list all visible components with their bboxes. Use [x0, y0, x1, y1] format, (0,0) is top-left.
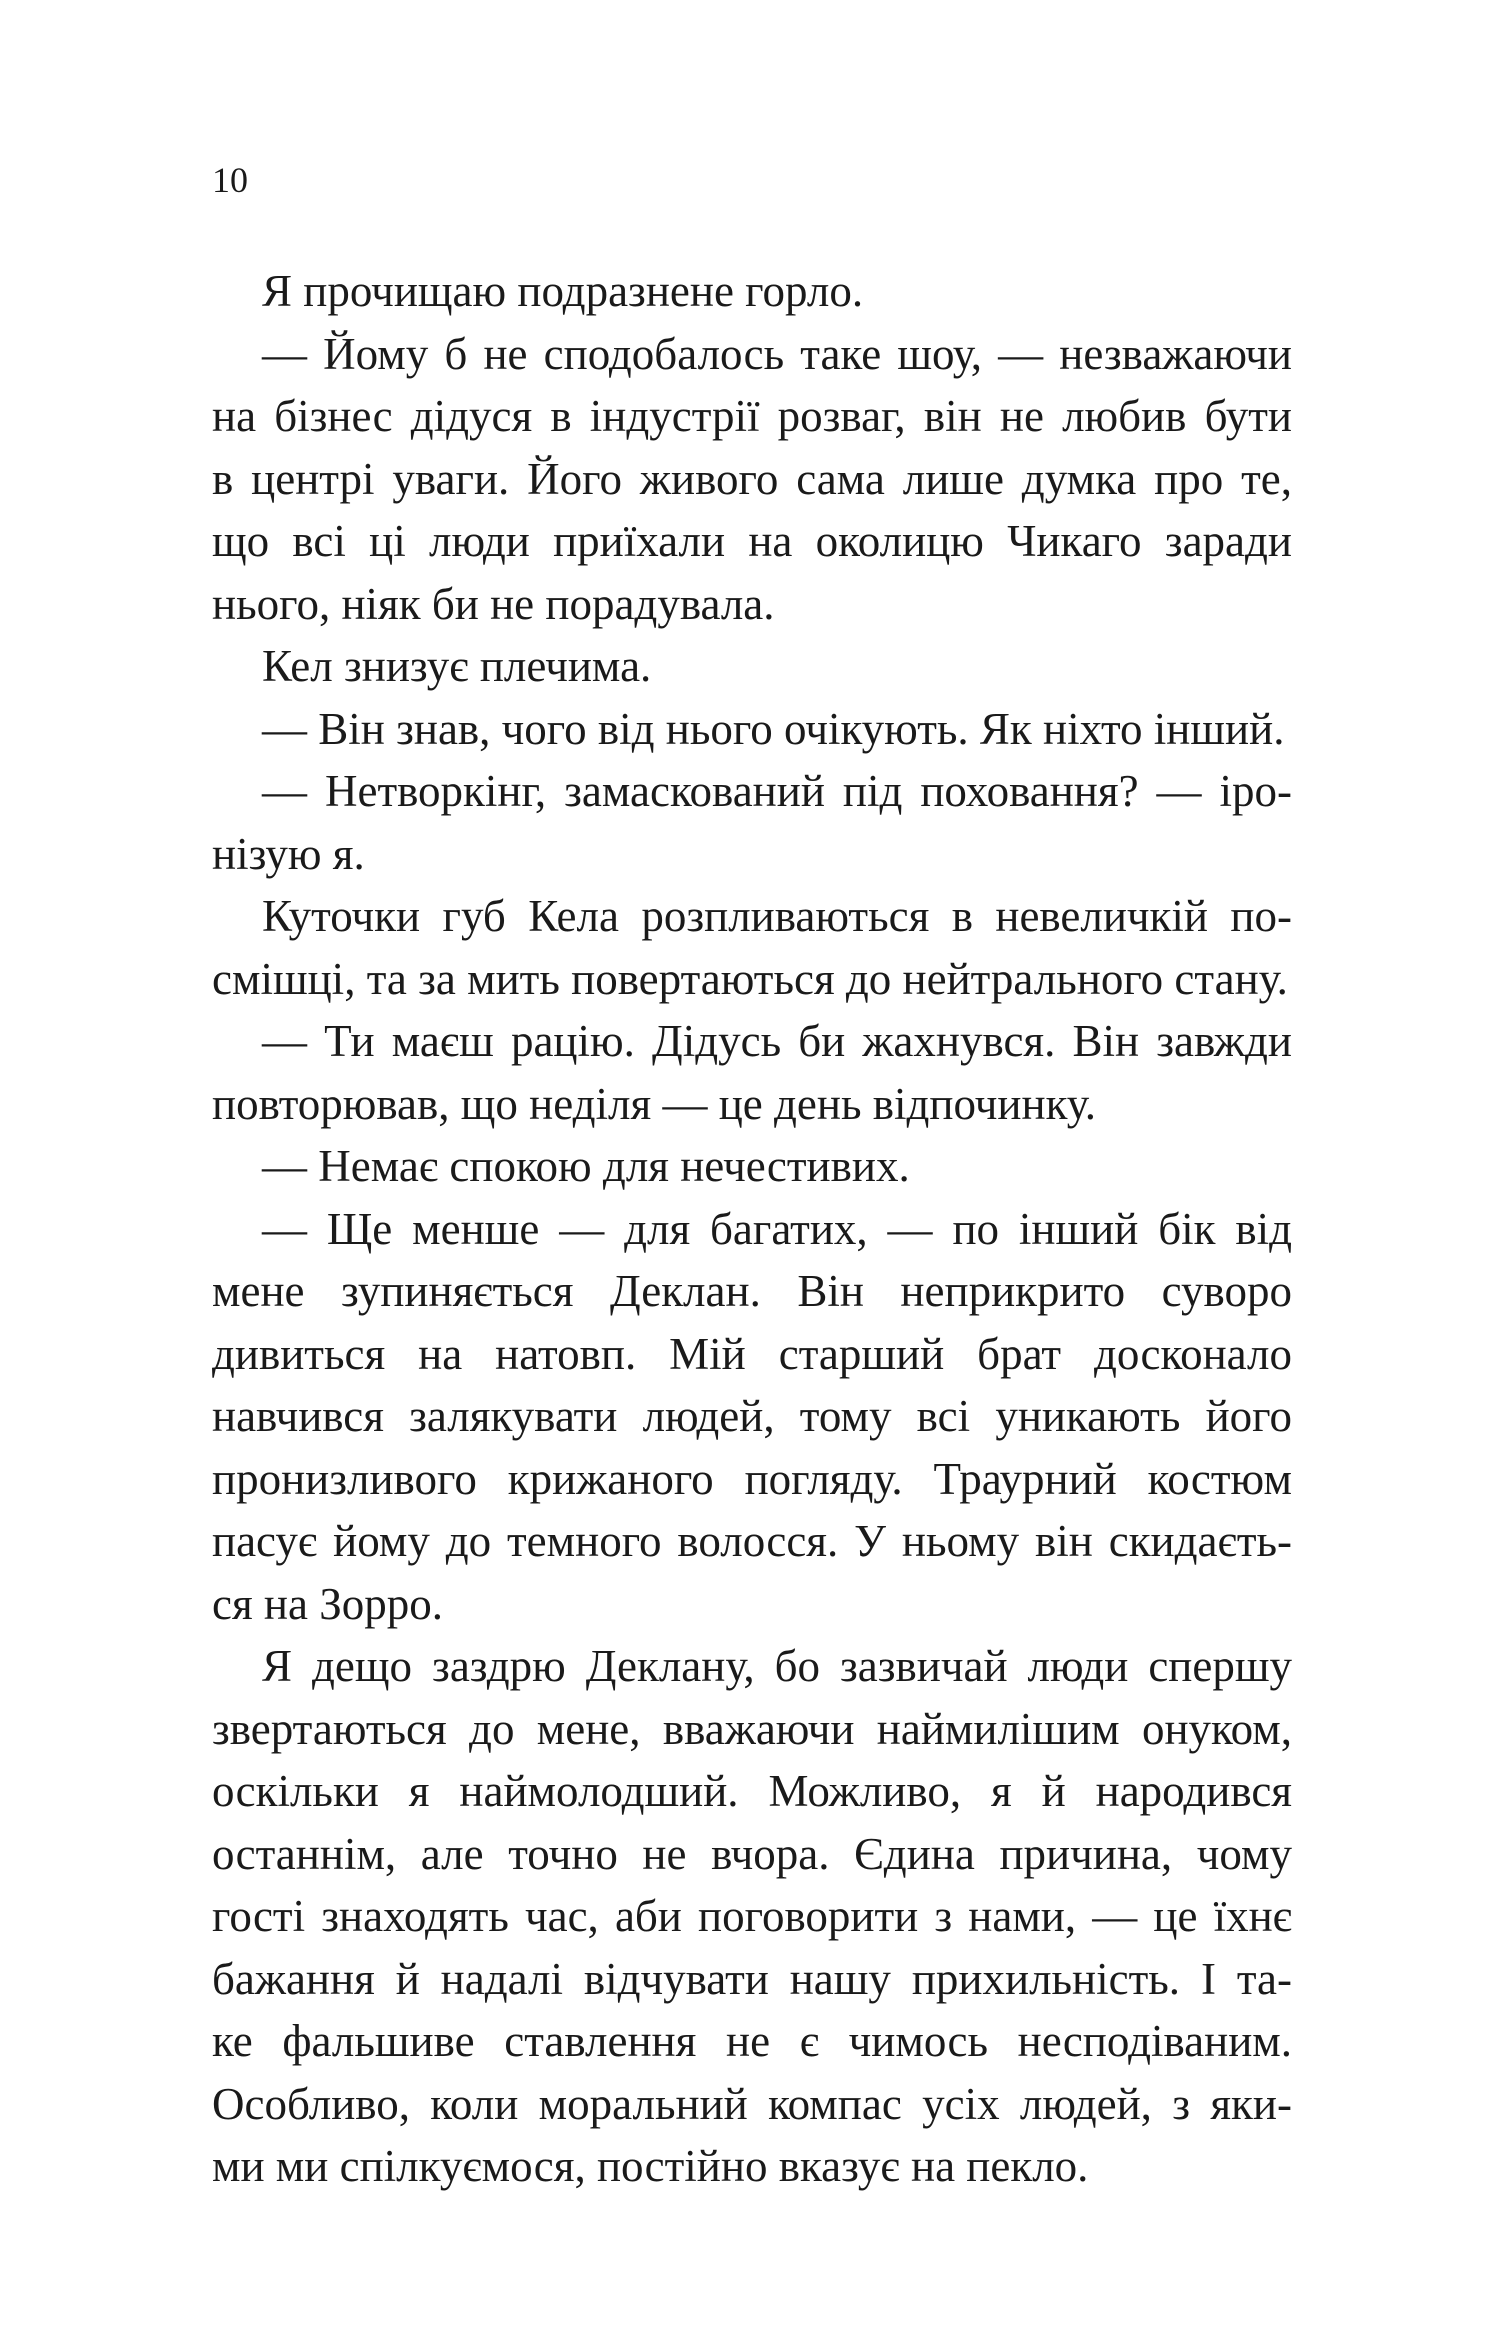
- text-line: Я прочищаю подразнене горло.: [262, 266, 864, 316]
- text-line: звертаються до мене, вважаючи наймилішим онуком,: [212, 1703, 1292, 1754]
- text-line: повторював, що неділя — це день відпочинку.: [212, 1078, 1097, 1129]
- text-line: гості знаходять час, аби поговорити з нами, — це їхнє: [212, 1891, 1292, 1941]
- text-line: навчився залякувати людей, тому всі уникають його: [212, 1391, 1292, 1441]
- text-line: Куточки губ Кела розпливаються в невеличкій по-: [262, 891, 1292, 941]
- text-line: в центрі уваги. Його живого сама лише думка про те,: [212, 453, 1292, 504]
- text-line: — Нетворкінг, замаскований під поховання? — іро-: [262, 766, 1292, 816]
- text-line: ке фальшиве ставлення не є чимось несподіваним.: [212, 2016, 1292, 2066]
- text-line: бажання й надалі відчувати нашу прихильність. І та-: [212, 1953, 1292, 2004]
- text-line: Кел знизує плечима.: [262, 641, 652, 691]
- text-line: — Йому б не сподобалось таке шоу, — незважаючи: [262, 328, 1292, 379]
- body-text: [212, 260, 1292, 2198]
- text-line: оскільки я наймолодший. Можливо, я й народився: [212, 1766, 1292, 1816]
- text-line: ся на Зорро.: [212, 1578, 444, 1629]
- text-line: що всі ці люди приїхали на околицю Чикаго заради: [212, 516, 1292, 566]
- text-line: смішці, та за мить повертаються до нейтрального стану.: [212, 953, 1288, 1004]
- text-line: пасує йому до темного волосся. У ньому він скидаєть-: [212, 1516, 1292, 1566]
- text-line: Я дещо заздрю Деклану, бо зазвичай люди спершу: [262, 1641, 1292, 1691]
- text-line: — Немає спокою для нечестивих.: [262, 1141, 910, 1191]
- text-line: — Ти маєш рацію. Дідусь би жахнувся. Він завжди: [262, 1016, 1292, 1066]
- page-number: 10: [212, 160, 248, 200]
- text-line: на бізнес дідуся в індустрії розваг, він не любив бути: [212, 391, 1292, 441]
- text-line: — Ще менше — для багатих, — по інший бік від: [262, 1203, 1292, 1254]
- text-line: ми ми спілкуємося, постійно вказує на пекло.: [212, 2141, 1089, 2191]
- text-line: пронизливого крижаного погляду. Траурний костюм: [212, 1453, 1292, 1504]
- text-line: останнім, але точно не вчора. Єдина причина, чому: [212, 1828, 1292, 1879]
- text-line: нізую я.: [212, 828, 365, 879]
- text-line: — Він знав, чого від нього очікують. Як ніхто інший.: [262, 703, 1285, 754]
- text-line: нього, ніяк би не порадувала.: [212, 578, 775, 629]
- text-line: мене зупиняється Деклан. Він неприкрито суворо: [212, 1266, 1292, 1316]
- text-line: Особливо, коли моральний компас усіх людей, з яки-: [212, 2078, 1292, 2129]
- text-line: дивиться на натовп. Мій старший брат досконало: [212, 1328, 1292, 1379]
